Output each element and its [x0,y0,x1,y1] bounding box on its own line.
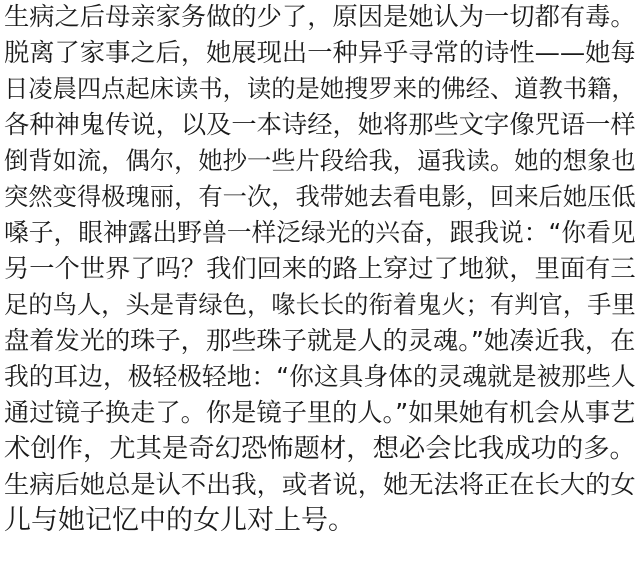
text-line: 通过镜子换走了。你是镜子里的人。”如果她有机会从事艺 [4,398,636,427]
text-line: 生病之后母亲家务做的少了，原因是她认为一切都有毒。 [4,2,636,31]
text-line: 盘着发光的珠子，那些珠子就是人的灵魂。”她凑近我，在 [4,326,636,355]
text-line: 各种神鬼传说，以及一本诗经，她将那些文字像咒语一样 [4,110,636,139]
text-line: 倒背如流，偶尔，她抄一些片段给我，逼我读。她的想象也 [4,146,636,175]
text-line: 我的耳边，极轻极轻地：“你这具身体的灵魂就是被那些人 [4,362,636,391]
text-line: 嗓子，眼神露出野兽一样泛绿光的兴奋，跟我说：“你看见 [4,218,636,247]
text-line: 儿与她记忆中的女儿对上号。 [4,505,355,536]
text-line: 足的鸟人，头是青绿色，喙长长的衔着鬼火；有判官，手里 [4,290,636,319]
text-line: 生病后她总是认不出我，或者说，她无法将正在长大的女 [4,470,636,499]
text-line: 术创作，尤其是奇幻恐怖题材，想必会比我成功的多。 [4,434,636,464]
text-line: 突然变得极瑰丽，有一次，我带她去看电影，回来后她压低 [4,182,636,211]
text-line: 脱离了家事之后，她展现出一种异乎寻常的诗性——她每 [4,38,636,67]
text-line: 日凌晨四点起床读书，读的是她搜罗来的佛经、道教书籍， [4,74,636,103]
text-line: 另一个世界了吗？我们回来的路上穿过了地狱，里面有三 [4,254,636,283]
